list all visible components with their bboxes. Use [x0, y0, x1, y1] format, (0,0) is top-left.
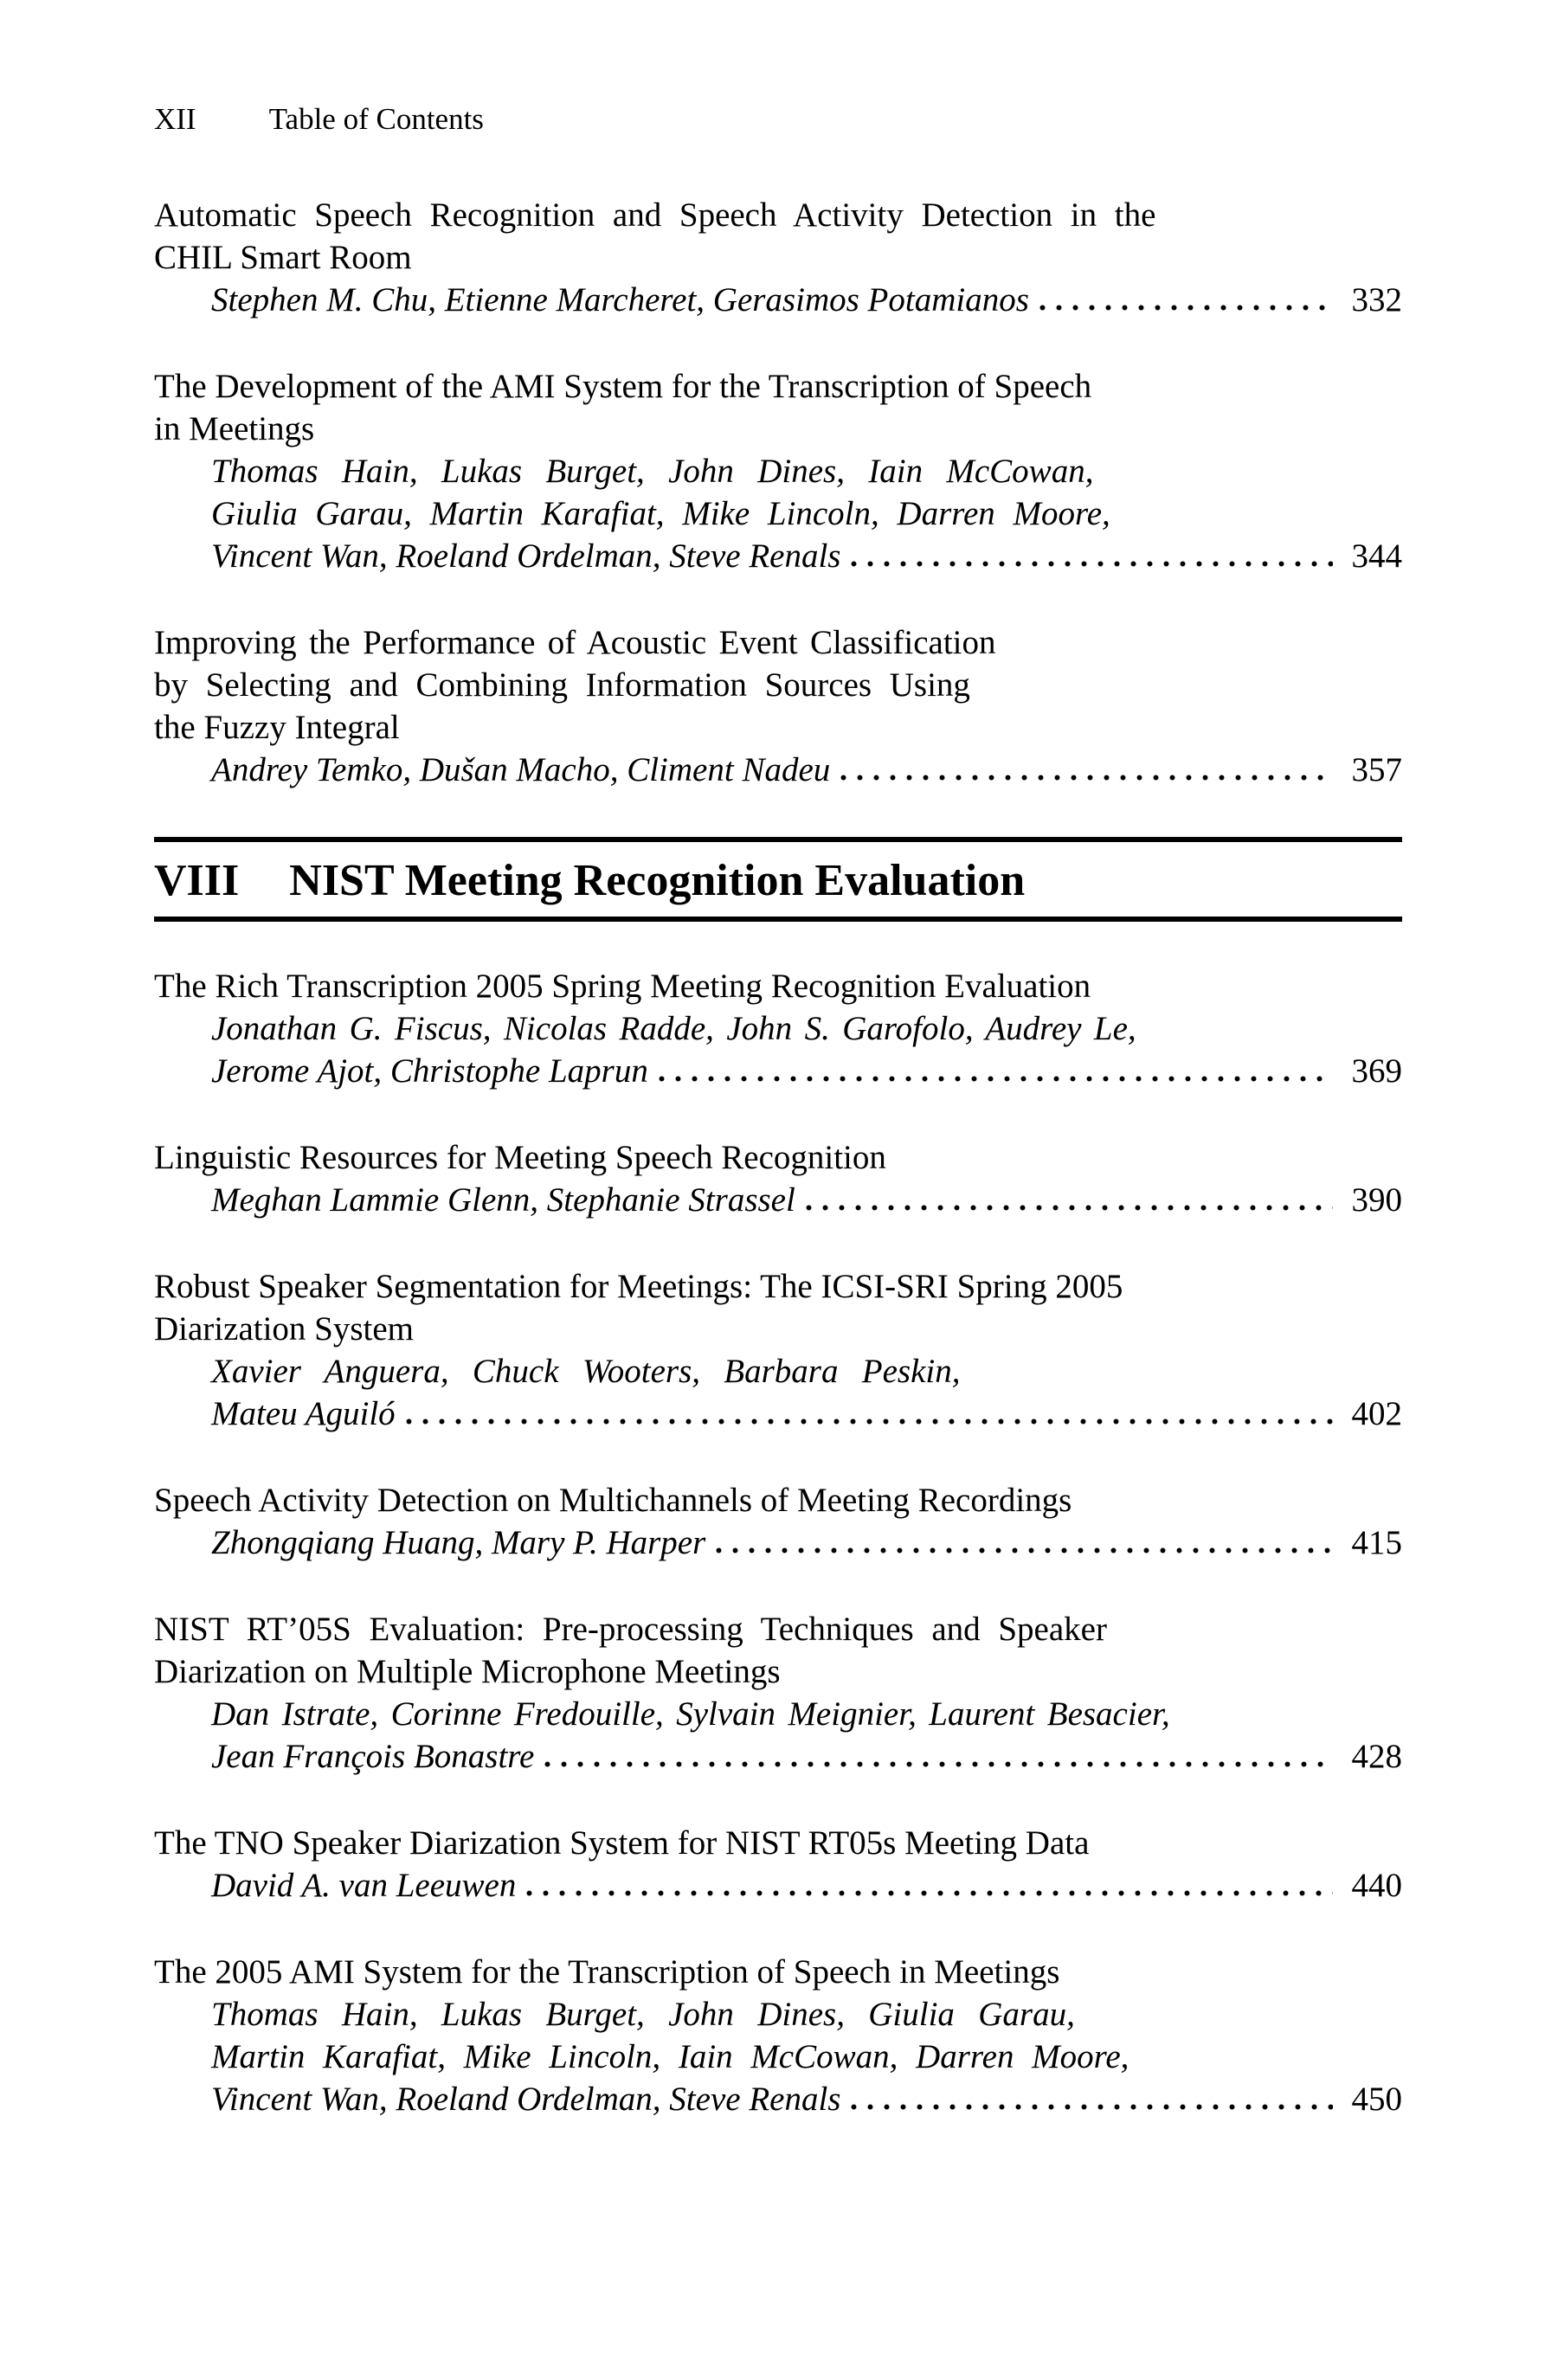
entry-authors: Jerome Ajot, Christophe Laprun [211, 1052, 648, 1090]
entry-authors: Jean François Bonastre [211, 1738, 535, 1775]
entry-page-number: 332 [1351, 281, 1402, 318]
entry-leader-line [211, 1521, 1402, 1564]
entry-title-line: CHIL Smart Room [154, 239, 412, 276]
entry-leader-line [211, 279, 1402, 321]
toc-entry [154, 1265, 1402, 1435]
entry-title-line: Speech Activity Detection on Multichannels of Meeting Recordings [154, 1482, 1072, 1519]
entry-leader-line [211, 2078, 1402, 2120]
entry-authors: Stephen M. Chu, Etienne Marcheret, Gerasimos Potamianos [211, 281, 1029, 318]
dot-leader [406, 1418, 1333, 1425]
entry-page-number: 344 [1351, 537, 1402, 575]
entry-title-line: Diarization System [154, 1310, 415, 1348]
dot-leader [851, 2104, 1333, 2110]
entry-title-line: Improving the Performance of Acoustic Event Classification [154, 624, 996, 661]
dot-leader [840, 775, 1333, 781]
folio-page-number: XII [154, 102, 196, 136]
entry-leader-line [211, 1864, 1402, 1907]
dot-leader [716, 1547, 1333, 1553]
entry-authors: Andrey Temko, Dušan Macho, Climent Nadeu [211, 751, 831, 788]
entry-title-line: the Fuzzy Integral [154, 709, 400, 746]
toc-entry [154, 965, 1402, 1092]
entry-leader-line [211, 749, 1402, 791]
dot-leader [806, 1205, 1333, 1211]
entry-leader-line [211, 535, 1402, 577]
entry-page-number: 369 [1351, 1052, 1402, 1090]
entry-author-line: Thomas Hain, Lukas Burget, John Dines, Giulia Garau, [211, 1996, 1075, 2033]
dot-leader [544, 1761, 1333, 1767]
entry-page-number: 415 [1351, 1524, 1402, 1561]
dot-leader [1039, 305, 1333, 311]
entry-author-line: Xavier Anguera, Chuck Wooters, Barbara Peskin, [211, 1353, 961, 1390]
entry-title-line: in Meetings [154, 410, 315, 447]
entry-authors: Vincent Wan, Roeland Ordelman, Steve Renals [211, 537, 841, 575]
section-number: VIII [154, 856, 240, 905]
toc-entry [154, 1136, 1402, 1221]
section-heading [154, 837, 1402, 922]
entry-authors: David A. van Leeuwen [211, 1867, 517, 1904]
entry-title-line: NIST RT’05S Evaluation: Pre-processing Techniques and Speaker [154, 1611, 1107, 1648]
entry-leader-line [211, 1735, 1402, 1778]
toc-entry [154, 1822, 1402, 1907]
running-header [154, 100, 1402, 138]
toc-entry [154, 1479, 1402, 1564]
entry-author-line: Giulia Garau, Martin Karafiat, Mike Lincoln, Darren Moore, [211, 495, 1110, 532]
entry-title-line: The Development of the AMI System for the Transcription of Speech [154, 368, 1092, 405]
entry-authors: Mateu Aguiló [211, 1395, 396, 1432]
entry-author-line: Dan Istrate, Corinne Fredouille, Sylvain Meignier, Laurent Besacier, [211, 1695, 1170, 1733]
entry-author-line: Jonathan G. Fiscus, Nicolas Radde, John S. Garofolo, Audrey Le, [211, 1010, 1136, 1047]
entry-title-line: The TNO Speaker Diarization System for NIST RT05s Meeting Data [154, 1824, 1090, 1862]
running-header-title: Table of Contents [268, 102, 484, 136]
entry-leader-line [211, 1050, 1402, 1092]
entry-leader-line [211, 1393, 1402, 1435]
entry-title-line: The 2005 AMI System for the Transcription of Speech in Meetings [154, 1953, 1060, 1991]
entry-authors: Vincent Wan, Roeland Ordelman, Steve Renals [211, 2081, 841, 2118]
toc-entry [154, 194, 1402, 321]
entry-authors: Zhongqiang Huang, Mary P. Harper [211, 1524, 706, 1561]
entry-page-number: 428 [1351, 1738, 1402, 1775]
dot-leader [526, 1890, 1333, 1896]
section-title: NIST Meeting Recognition Evaluation [289, 856, 1026, 905]
entry-title-line: Diarization on Multiple Microphone Meetings [154, 1653, 781, 1690]
entry-page-number: 357 [1351, 751, 1402, 788]
toc-entry [154, 365, 1402, 577]
entry-title-line: Automatic Speech Recognition and Speech Activity Detection in the [154, 196, 1156, 234]
toc-entry [154, 1608, 1402, 1778]
entry-title-line: Robust Speaker Segmentation for Meetings: The ICSI-SRI Spring 2005 [154, 1268, 1123, 1305]
entry-authors: Meghan Lammie Glenn, Stephanie Strassel [211, 1181, 795, 1219]
dot-leader [851, 561, 1333, 567]
entry-author-line: Thomas Hain, Lukas Burget, John Dines, Iain McCowan, [211, 453, 1094, 490]
entry-page-number: 450 [1351, 2081, 1402, 2118]
entry-page-number: 390 [1351, 1181, 1402, 1219]
entry-title-line: by Selecting and Combining Information Sources Using [154, 666, 970, 704]
dot-leader [659, 1076, 1333, 1082]
toc-entry [154, 621, 1402, 791]
entry-page-number: 402 [1351, 1395, 1402, 1432]
entry-author-line: Martin Karafiat, Mike Lincoln, Iain McCowan, Darren Moore, [211, 2038, 1129, 2075]
entry-page-number: 440 [1351, 1867, 1402, 1904]
entry-title-line: Linguistic Resources for Meeting Speech Recognition [154, 1139, 886, 1176]
entry-leader-line [211, 1179, 1402, 1221]
entry-title-line: The Rich Transcription 2005 Spring Meeting Recognition Evaluation [154, 968, 1091, 1005]
toc-entry [154, 1951, 1402, 2120]
